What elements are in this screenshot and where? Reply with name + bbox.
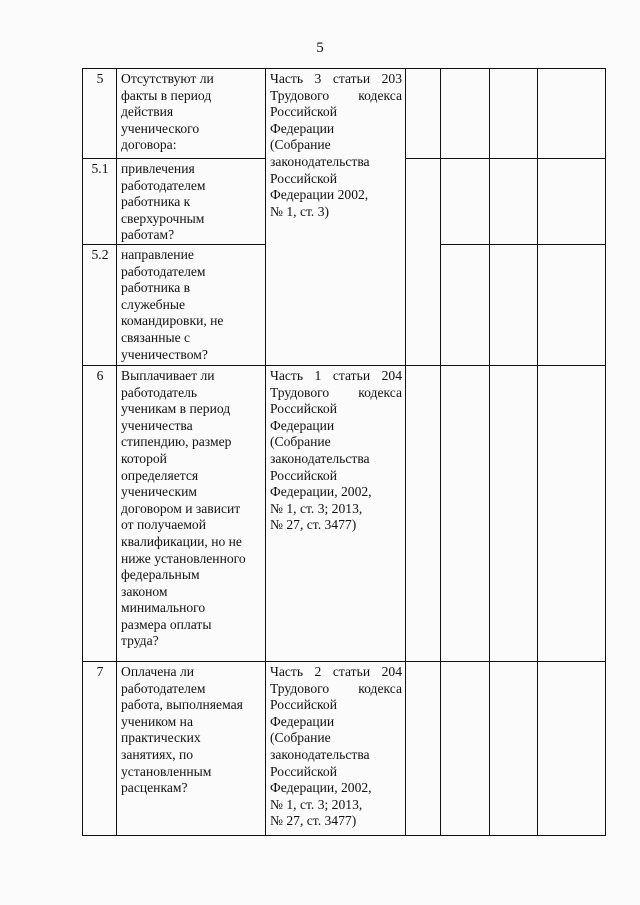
reference-line: законодательства bbox=[270, 153, 370, 169]
question-cell bbox=[117, 365, 266, 661]
reference-line: № 1, ст. 3; 2013, bbox=[270, 796, 363, 812]
row-number: 5.1 bbox=[83, 159, 117, 245]
reference-line: Федерации bbox=[270, 120, 335, 136]
question-line: договора: bbox=[121, 137, 177, 153]
reference-line: Российской bbox=[270, 104, 337, 120]
question-line: работодателем bbox=[121, 177, 206, 193]
question-line: действия bbox=[121, 104, 174, 120]
question-line: Отсутствуют ли bbox=[121, 71, 214, 86]
answer-cell-no[interactable] bbox=[441, 159, 490, 245]
reference-line: № 1, ст. 3) bbox=[270, 203, 330, 219]
answer-cell-note[interactable] bbox=[538, 365, 606, 661]
question-line: работника к bbox=[121, 194, 191, 210]
question-line: Оплачена ли bbox=[121, 663, 194, 679]
answer-cell-note[interactable] bbox=[538, 159, 606, 245]
question-cell bbox=[117, 244, 266, 365]
legal-reference-cell bbox=[266, 661, 406, 835]
answer-cell-na[interactable] bbox=[490, 661, 538, 835]
question-line: размера оплаты bbox=[121, 616, 212, 632]
reference-line: Федерации, 2002, bbox=[270, 780, 372, 796]
question-line: командировки, не bbox=[121, 313, 224, 329]
reference-line: законодательства bbox=[270, 746, 370, 762]
question-line: Выплачивает ли bbox=[121, 367, 215, 383]
page-number: 5 bbox=[316, 40, 324, 56]
question-line: работодателем bbox=[121, 263, 206, 279]
row-number: 7 bbox=[83, 661, 117, 835]
question-line: направление bbox=[121, 246, 194, 262]
question-line: работодатель bbox=[121, 384, 198, 400]
reference-line: Российской bbox=[270, 170, 337, 186]
question-line: работам? bbox=[121, 227, 175, 243]
answer-cell-note[interactable] bbox=[538, 244, 606, 365]
question-line: от получаемой bbox=[121, 517, 207, 533]
answer-cell-na[interactable] bbox=[490, 69, 538, 159]
question-line: договором и зависит bbox=[121, 500, 241, 516]
reference-line: № 1, ст. 3; 2013, bbox=[270, 500, 363, 516]
question-cell bbox=[117, 661, 266, 835]
legal-reference-cell bbox=[266, 69, 406, 366]
question-line: привлечения bbox=[121, 161, 195, 176]
question-cell bbox=[117, 69, 266, 159]
reference-line: Федерации, 2002, bbox=[270, 484, 372, 500]
question-line: расценкам? bbox=[121, 780, 188, 796]
answer-cell-no[interactable] bbox=[441, 69, 490, 159]
question-cell bbox=[117, 159, 266, 245]
reference-line: Часть 3 статьи 203 bbox=[270, 71, 402, 86]
legal-reference-cell bbox=[266, 365, 406, 661]
question-line: законом bbox=[121, 583, 168, 599]
reference-line: Российской bbox=[270, 467, 337, 483]
question-line: сверхурочным bbox=[121, 210, 205, 226]
question-line: работа, выполняемая bbox=[121, 697, 243, 713]
row-number: 5 bbox=[83, 69, 117, 159]
answer-cell-note[interactable] bbox=[538, 69, 606, 159]
question-line: стипендию, размер bbox=[121, 434, 232, 450]
answer-cell-yes[interactable] bbox=[406, 69, 441, 159]
table-row bbox=[83, 365, 606, 661]
reference-line: Часть 1 статьи 204 bbox=[270, 367, 402, 383]
reference-line: Федерации bbox=[270, 713, 335, 729]
answer-cell-na[interactable] bbox=[490, 244, 538, 365]
row-number: 6 bbox=[83, 365, 117, 661]
answer-cell-no[interactable] bbox=[441, 244, 490, 365]
table-row bbox=[83, 661, 606, 835]
question-line: которой bbox=[121, 450, 167, 466]
question-line: связанные с bbox=[121, 329, 191, 345]
reference-line: Трудового кодекса bbox=[270, 680, 402, 696]
question-line: работника в bbox=[121, 280, 191, 296]
answer-cell-yes[interactable] bbox=[406, 365, 441, 661]
question-line: труда? bbox=[121, 633, 159, 649]
question-line: практических bbox=[121, 730, 201, 746]
reference-line: № 27, ст. 3477) bbox=[270, 517, 357, 533]
question-line: ученическим bbox=[121, 484, 197, 500]
answer-cell-yes[interactable] bbox=[406, 159, 441, 366]
question-line: минимального bbox=[121, 600, 206, 616]
question-line: установленным bbox=[121, 763, 212, 779]
reference-line: (Собрание bbox=[270, 730, 331, 746]
reference-line: Российской bbox=[270, 697, 337, 713]
table-row bbox=[83, 69, 606, 159]
reference-line: Трудового кодекса bbox=[270, 384, 402, 400]
row-number: 5.2 bbox=[83, 244, 117, 365]
question-line: ученичества bbox=[121, 417, 193, 433]
question-line: факты в период bbox=[121, 87, 212, 103]
reference-line: (Собрание bbox=[270, 137, 331, 153]
answer-cell-na[interactable] bbox=[490, 159, 538, 245]
question-line: ученического bbox=[121, 120, 200, 136]
reference-line: Часть 2 статьи 204 bbox=[270, 663, 402, 679]
question-line: служебные bbox=[121, 296, 186, 312]
reference-line: Российской bbox=[270, 763, 337, 779]
question-line: определяется bbox=[121, 467, 199, 483]
answer-cell-no[interactable] bbox=[441, 365, 490, 661]
answer-cell-note[interactable] bbox=[538, 661, 606, 835]
answer-cell-yes[interactable] bbox=[406, 661, 441, 835]
reference-line: Федерации 2002, bbox=[270, 187, 369, 203]
question-line: квалификации, но не bbox=[121, 533, 242, 549]
reference-line: законодательства bbox=[270, 450, 370, 466]
question-line: ученичеством? bbox=[121, 346, 208, 362]
answer-cell-no[interactable] bbox=[441, 661, 490, 835]
reference-line: Федерации bbox=[270, 417, 335, 433]
reference-line: Российской bbox=[270, 401, 337, 417]
reference-line: № 27, ст. 3477) bbox=[270, 813, 357, 829]
question-line: учеником на bbox=[121, 713, 193, 729]
reference-line: (Собрание bbox=[270, 434, 331, 450]
question-line: работодателем bbox=[121, 680, 206, 696]
reference-line: Трудового кодекса bbox=[270, 87, 402, 103]
question-line: федеральным bbox=[121, 567, 200, 583]
question-line: ученикам в период bbox=[121, 401, 231, 417]
question-line: занятиях, по bbox=[121, 746, 194, 762]
answer-cell-na[interactable] bbox=[490, 365, 538, 661]
question-line: ниже установленного bbox=[121, 550, 246, 566]
checklist-table bbox=[82, 68, 606, 836]
